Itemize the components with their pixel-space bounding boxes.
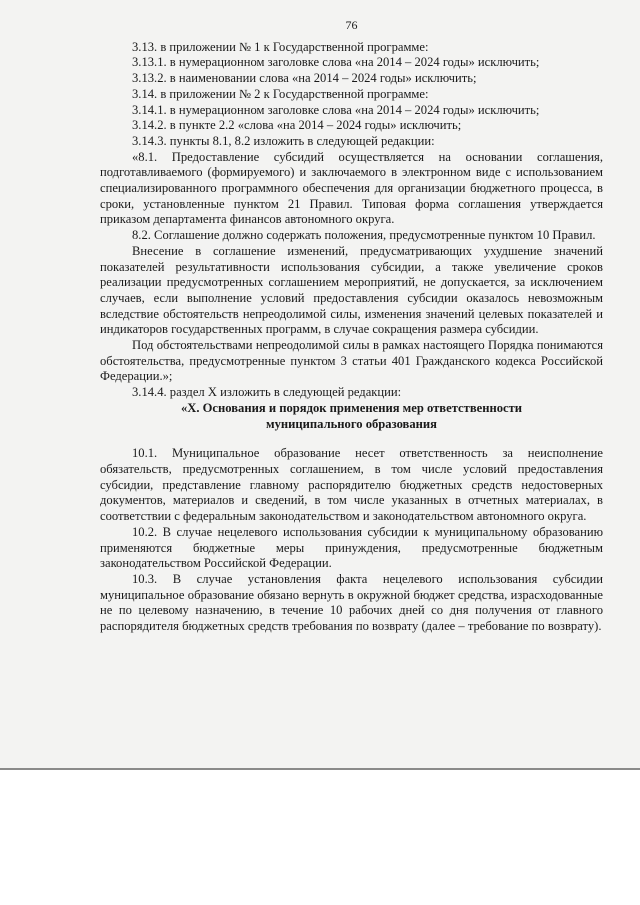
section-heading-line-1: «X. Основания и порядок применения мер ответственности	[180, 400, 523, 415]
paragraph-10-2: 10.2. В случае нецелевого использования субсидии к муниципальному образованию применяются бюджетные меры принуждения, предусмотренные бюджетным законодательством Российской Федерации.	[100, 524, 603, 571]
paragraph-3-13-2: 3.13.2. в наименовании слова «на 2014 – 2024 годы» исключить;	[132, 71, 477, 86]
page-number: 76	[345, 18, 358, 32]
paragraph-3-14-4: 3.14.4. раздел X изложить в следующей редакции:	[132, 385, 402, 400]
document-page	[100, 18, 603, 635]
paragraph-3-14-3: 3.14.3. пункты 8.1, 8.2 изложить в следующей редакции:	[132, 133, 435, 148]
section-heading-line-2: муниципального образования	[266, 416, 437, 431]
paragraph-8-1: «8.1. Предоставление субсидий осуществляется на основании соглашения, подготавливаемого (формируемого) и заключаемого в электронном виде с использованием специализированного программного обеспечения для организации бюджетного процесса, в сроки, установленные пунктом 21 Правил. Типовая форма соглашения утверждается приказом департамента финансов автономного округа.	[100, 149, 603, 227]
paragraph-3-14-2: 3.14.2. в пункте 2.2 «слова «на 2014 – 2024 годы» исключить;	[132, 118, 462, 133]
section-heading	[100, 401, 603, 432]
paragraph-force-majeure: Под обстоятельствами непреодолимой силы в рамках настоящего Порядка понимаются обстоятельства, предусмотренные пунктом 3 статьи 401 Гражданского кодекса Российской Федерации.»;	[100, 338, 603, 384]
paragraph-10-1: 10.1. Муниципальное образование несет ответственность за неисполнение обязательств, предусмотренных соглашением, в том числе условий предоставления субсидии, представление главному распорядителю бюджетных средств недостоверных документов, материалов и сведений, в том числе указанных в отчетных материалах, в соответствии с федеральным законодательством и законодательством автономного округа.	[100, 446, 603, 524]
paragraph-amendments: Внесение в соглашение изменений, предусматривающих ухудшение значений показателей результативности использования субсидии, а также увеличение сроков реализации предусмотренных соглашением мероприятий, не допускается, за исключением случаев, если выполнение условий предоставления субсидии оказалось невозможным вследствие обстоятельств непреодолимой силы, изменения значений целевых показателей и индикаторов государственных программ, в случае сокращения размера субсидии.	[100, 243, 603, 337]
paragraph-10-3: 10.3. В случае установления факта нецелевого использования субсидии муниципальное образование обязано вернуть в окружной бюджет средства, израсходованные не по целевому назначению, в течение 10 рабочих дней со дня получения от главного распорядителя бюджетных средств требования по возврату (далее – требование по возврату).	[100, 571, 603, 634]
paragraph-3-13: 3.13. в приложении № 1 к Государственной программе:	[132, 39, 429, 54]
paragraph-3-13-1: 3.13.1. в нумерационном заголовке слова «на 2014 – 2024 годы» исключить;	[132, 55, 540, 70]
paragraph-3-14: 3.14. в приложении № 2 к Государственной программе:	[132, 86, 429, 101]
paragraph-8-2: 8.2. Соглашение должно содержать положения, предусмотренные пунктом 10 Правил.	[132, 228, 596, 243]
paragraph-3-14-1: 3.14.1. в нумерационном заголовке слова «на 2014 – 2024 годы» исключить;	[132, 102, 540, 117]
